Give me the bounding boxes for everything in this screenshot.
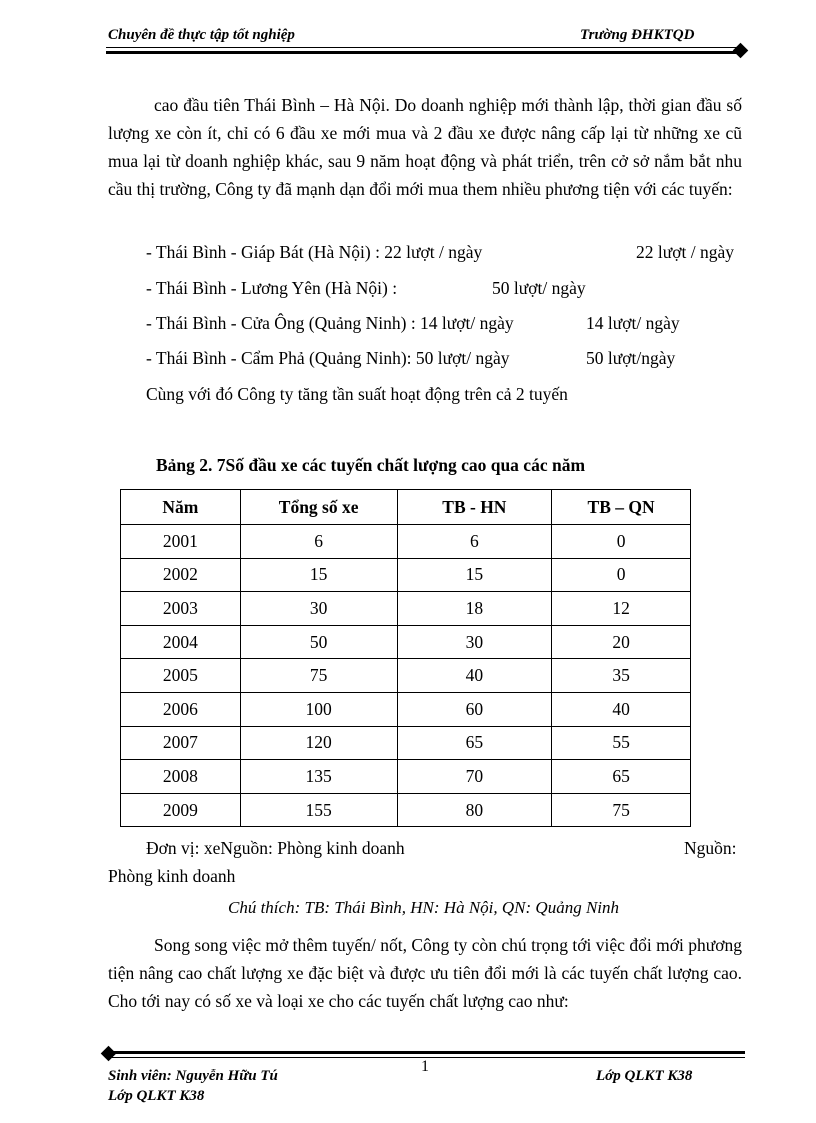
legend-note: Chú thích: TB: Thái Bình, HN: Hà Nội, QN: Quảng Ninh <box>228 898 620 917</box>
cell-tb-hn: 80 <box>397 793 552 827</box>
route-extra-3: 14 lượt/ ngày <box>586 313 680 333</box>
cell-year: 2004 <box>121 625 241 659</box>
cell-tb-qn: 35 <box>552 659 691 693</box>
cell-tb-hn: 30 <box>397 625 552 659</box>
table-row <box>121 558 691 592</box>
table-caption: Bảng 2. 7Số đầu xe các tuyến chất lượng cao qua các năm <box>156 455 586 475</box>
table-row <box>121 793 691 827</box>
cell-year: 2007 <box>121 726 241 760</box>
route-text: - Thái Bình - Lương Yên (Hà Nội) : <box>146 278 398 298</box>
cell-tb-hn: 70 <box>397 760 552 794</box>
cell-total: 30 <box>240 592 397 626</box>
column-header-year: Năm <box>121 490 241 525</box>
cell-year: 2009 <box>121 793 241 827</box>
cell-tb-qn: 55 <box>552 726 691 760</box>
frequency-note: Cùng với đó Công ty tăng tần suất hoạt động trên cả 2 tuyến <box>146 384 568 404</box>
footer-rule-thick <box>108 1051 745 1054</box>
table-row <box>121 592 691 626</box>
cell-tb-qn: 12 <box>552 592 691 626</box>
cell-total: 6 <box>240 525 397 559</box>
source-value: Phòng kinh doanh <box>108 866 236 886</box>
cell-year: 2001 <box>121 525 241 559</box>
cell-tb-hn: 65 <box>397 726 552 760</box>
column-header-total: Tổng số xe <box>240 490 397 525</box>
route-extra-4: 50 lượt/ngày <box>586 348 676 368</box>
cell-tb-hn: 6 <box>397 525 552 559</box>
route-text: - Thái Bình - Cẩm Phả (Quảng Ninh): 50 lượt/ ngày <box>146 348 510 368</box>
route-line-1 <box>146 238 482 266</box>
route-extra-1: 22 lượt / ngày <box>636 242 734 262</box>
page-number: 1 <box>421 1058 429 1075</box>
cell-tb-qn: 75 <box>552 793 691 827</box>
cell-tb-qn: 20 <box>552 625 691 659</box>
cell-year: 2008 <box>121 760 241 794</box>
route-line-3 <box>146 309 514 337</box>
cell-year: 2006 <box>121 692 241 726</box>
closing-paragraph: Song song việc mở thêm tuyến/ nốt, Công ty còn chú trọng tới việc đổi mới phương tiện nâng cao chất lượng xe đặc biệt và được ưu tiên đổi mới là các tuyến chất lượng cao. Cho tới nay có số xe và loại xe cho các tuyến chất lượng cao như: <box>108 935 742 1011</box>
cell-total: 75 <box>240 659 397 693</box>
footer-class-right: Lớp QLKT K38 <box>596 1068 693 1084</box>
footer-class-left: Lớp QLKT K38 <box>108 1088 205 1104</box>
route-text: - Thái Bình - Giáp Bát (Hà Nội) : 22 lượt / ngày <box>146 242 483 262</box>
table-row <box>121 692 691 726</box>
table-row <box>121 760 691 794</box>
table-row <box>121 726 691 760</box>
cell-tb-hn: 15 <box>397 558 552 592</box>
footer-student: Sinh viên: Nguyễn Hữu Tú <box>108 1068 278 1084</box>
header-rule-thick <box>106 51 740 54</box>
source-label: Nguồn: <box>684 838 737 858</box>
header-right: Trường ĐHKTQD <box>580 27 695 43</box>
cell-tb-qn: 40 <box>552 692 691 726</box>
table-row <box>121 625 691 659</box>
cell-tb-hn: 60 <box>397 692 552 726</box>
cell-total: 120 <box>240 726 397 760</box>
cell-total: 100 <box>240 692 397 726</box>
route-extra-2: 50 lượt/ ngày <box>492 278 586 298</box>
cell-tb-hn: 40 <box>397 659 552 693</box>
header-diamond-ornament <box>733 43 749 59</box>
cell-total: 135 <box>240 760 397 794</box>
cell-tb-qn: 65 <box>552 760 691 794</box>
route-line-2 <box>146 274 397 302</box>
column-header-tb-qn: TB – QN <box>552 490 691 525</box>
column-header-tb-hn: TB - HN <box>397 490 552 525</box>
intro-paragraph: cao đầu tiên Thái Bình – Hà Nội. Do doanh nghiệp mới thành lập, thời gian đầu số lượng xe còn ít, chỉ có 6 đầu xe mới mua và 2 đầu xe được nâng cấp lại từ những xe cũ mua lại từ doanh nghiệp khác, sau 9 năm hoạt động và phát triển, trên cở sở nắm bắt nhu cầu thị trường, Công ty đã mạnh dạn đổi mới mua them nhiều phương tiện với các tuyến: <box>108 95 742 199</box>
table-row <box>121 525 691 559</box>
table-row <box>121 659 691 693</box>
vehicle-count-table <box>120 489 691 827</box>
cell-year: 2002 <box>121 558 241 592</box>
cell-total: 50 <box>240 625 397 659</box>
table-header-row <box>121 490 691 525</box>
route-text: - Thái Bình - Cửa Ông (Quảng Ninh) : 14 lượt/ ngày <box>146 313 514 333</box>
unit-line: Đơn vị: xeNguồn: Phòng kinh doanh <box>146 838 405 858</box>
route-line-4 <box>146 344 510 372</box>
cell-tb-qn: 0 <box>552 525 691 559</box>
cell-total: 15 <box>240 558 397 592</box>
cell-year: 2005 <box>121 659 241 693</box>
header-left: Chuyên đề thực tập tốt nghiệp <box>108 27 295 43</box>
header-rule-thin <box>106 47 740 48</box>
cell-tb-qn: 0 <box>552 558 691 592</box>
cell-year: 2003 <box>121 592 241 626</box>
cell-total: 155 <box>240 793 397 827</box>
cell-tb-hn: 18 <box>397 592 552 626</box>
